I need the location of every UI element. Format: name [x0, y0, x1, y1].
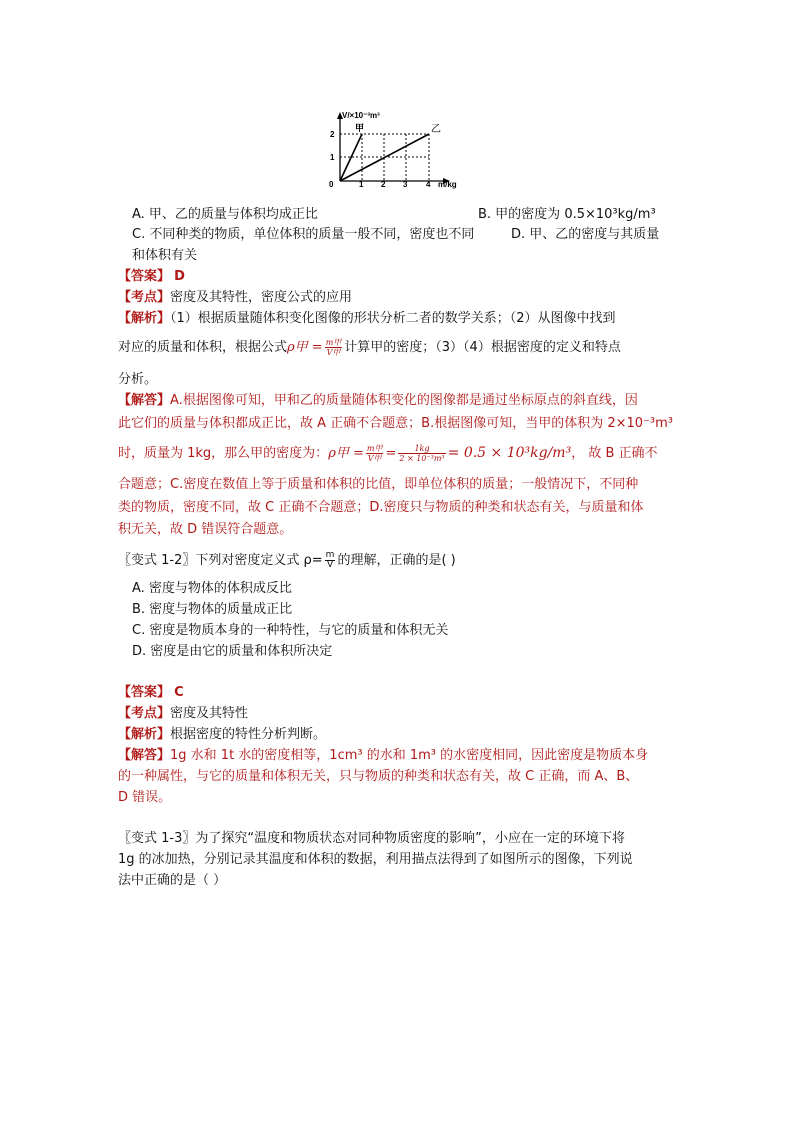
q1-jieda-line6: 积无关，故 D 错误符合题意。	[118, 522, 293, 537]
q2-kaodian-line	[118, 702, 248, 721]
jieda-fraction-2	[398, 444, 445, 463]
formula-num: m甲	[325, 338, 342, 347]
x-tick-4: 4	[426, 180, 431, 189]
q1-answer-line	[118, 265, 185, 284]
q2-jieda-line3: D 错误。	[118, 790, 172, 805]
q1-jiexi-line3: 分析。	[118, 372, 158, 387]
q1-jieda-line3	[118, 442, 658, 463]
q1-jiexi-line2	[118, 336, 621, 357]
jieda-den-1: V甲	[367, 454, 382, 463]
q2-stem-fraction	[325, 551, 336, 570]
q2-stem	[118, 549, 456, 570]
jieda-tag: 【解答】	[118, 393, 171, 408]
q1-option-d: D. 甲、乙的密度与其质量	[511, 227, 660, 242]
q1-option-a: A. 甲、乙的质量与体积均成正比	[132, 207, 318, 222]
jieda-formula-lhs: ρ甲 =	[328, 446, 364, 461]
jieda-eq: =	[385, 446, 397, 461]
jieda-den-2: 2 × 10⁻³m³	[399, 454, 445, 463]
jieda-formula-rhs: = 0.5 × 10³kg/m³	[447, 445, 572, 461]
q1-jieda-line1	[118, 389, 638, 408]
q1-jieda-line4: 合题意；C.密度在数值上等于质量和体积的比值，即单位体积的质量；一般情况下，不同种	[118, 477, 639, 492]
series-yi-label: 乙	[431, 124, 441, 135]
series-jia-label: 甲	[355, 123, 365, 133]
kaodian-tag: 【考点】	[118, 290, 171, 305]
jieda-text-1: A.根据图像可知，甲和乙的质量随体积变化的图像都是通过坐标原点的斜直线，因	[170, 393, 638, 408]
q2-answer-line	[118, 681, 184, 700]
kaodian-text: 密度及其特性，密度公式的应用	[170, 290, 353, 305]
q1-jiexi-line1	[118, 307, 616, 326]
q1-jieda-line2: 此它们的质量与体积都成正比，故 A 正确不合题意；B.根据图像可知，当甲的体积为 2×10⁻³m³	[118, 416, 673, 431]
q1-jieda-line5: 类的物质，密度不同，故 C 正确不合题意；D.密度只与物质的种类和状态有关，与质量和体	[118, 500, 644, 515]
jieda-text-3a: 时，质量为 1kg，那么甲的密度为：	[118, 446, 329, 461]
x-axis-label: m/kg	[438, 180, 457, 189]
jiexi-tag: 【解析】	[118, 311, 171, 326]
q2-kaodian-tag: 【考点】	[118, 706, 171, 721]
q2-den: V	[326, 560, 334, 570]
q2-jiexi-text: 根据密度的特性分析判断。	[170, 727, 327, 742]
jieda-fraction-1	[366, 444, 384, 463]
jieda-num-1: m甲	[366, 444, 383, 453]
q2-jieda-line1	[118, 744, 648, 763]
q3-line2: 1g 的冰加热，分别记录其温度和体积的数据，利用描点法得到了如图所示的图像，下列说	[118, 852, 633, 867]
q1-option-c: C. 不同种类的物质，单位体积的质量一般不同，密度也不同	[132, 227, 475, 242]
q2-kaodian-text: 密度及其特性	[170, 706, 249, 721]
q1-option-b: B. 甲的密度为 0.5×10³kg/m³	[478, 207, 656, 222]
q2-stem-b: 的理解，正确的是( )	[337, 553, 456, 568]
q1-kaodian-line	[118, 286, 352, 305]
q2-stem-a: 〖变式 1-2〗下列对密度定义式 ρ=	[118, 553, 323, 568]
q2-option-c: C. 密度是物质本身的一种特性，与它的质量和体积无关	[132, 623, 449, 638]
q2-jiexi-tag: 【解析】	[118, 727, 171, 742]
x-tick-1: 1	[359, 180, 364, 189]
series-jia-line	[340, 134, 362, 181]
jieda-text-3b: ， 故 B 正确不	[571, 446, 658, 461]
density-graph	[318, 106, 478, 190]
y-axis-label: V/×10⁻³m³	[342, 111, 380, 120]
x-tick-3: 3	[403, 180, 408, 189]
q2-option-d: D. 密度是由它的质量和体积所决定	[132, 644, 333, 659]
formula-lhs: ρ甲 =	[287, 340, 323, 355]
formula-den: V甲	[326, 348, 341, 357]
q3-line3: 法中正确的是（ ）	[118, 873, 227, 888]
answer-tag: 【答案】	[118, 269, 171, 284]
jiexi-text-2a: 对应的质量和体积，根据公式	[118, 340, 288, 355]
origin-label: 0	[329, 180, 334, 189]
formula-fraction	[325, 338, 343, 357]
q2-num: m	[325, 550, 335, 560]
jieda-num-2: 1kg	[398, 444, 445, 454]
q2-option-a: A. 密度与物体的体积成反比	[132, 581, 292, 596]
q3-line1: 〖变式 1-3〗为了探究“温度和物质状态对同种物质密度的影响”，小应在一定的环境下将	[118, 831, 625, 846]
jiexi-text-1: （1）根据质量随体积变化图像的形状分析二者的数学关系；（2）从图像中找到	[170, 311, 616, 326]
y-tick-1: 1	[330, 153, 335, 162]
q2-jieda-line2: 的一种属性，与它的质量和体积无关，只与物质的种类和状态有关，故 C 正确，而 A、B、	[118, 769, 639, 784]
jiexi-text-2b: 计算甲的密度；（3）（4）根据密度的定义和特点	[344, 340, 621, 355]
q1-option-d-cont: 和体积有关	[132, 248, 198, 263]
q2-answer-tag: 【答案】	[118, 685, 171, 700]
q2-jieda-text-1: 1g 水和 1t 水的密度相等，1cm³ 的水和 1m³ 的水密度相同，因此密度是物质本身	[170, 748, 649, 763]
x-tick-2: 2	[381, 180, 386, 189]
y-tick-2: 2	[330, 130, 335, 139]
q2-jieda-tag: 【解答】	[118, 748, 171, 763]
q2-answer-value: C	[174, 685, 184, 700]
q2-jiexi-line	[118, 723, 326, 742]
answer-value: D	[174, 269, 185, 284]
q2-option-b: B. 密度与物体的质量成正比	[132, 602, 293, 617]
